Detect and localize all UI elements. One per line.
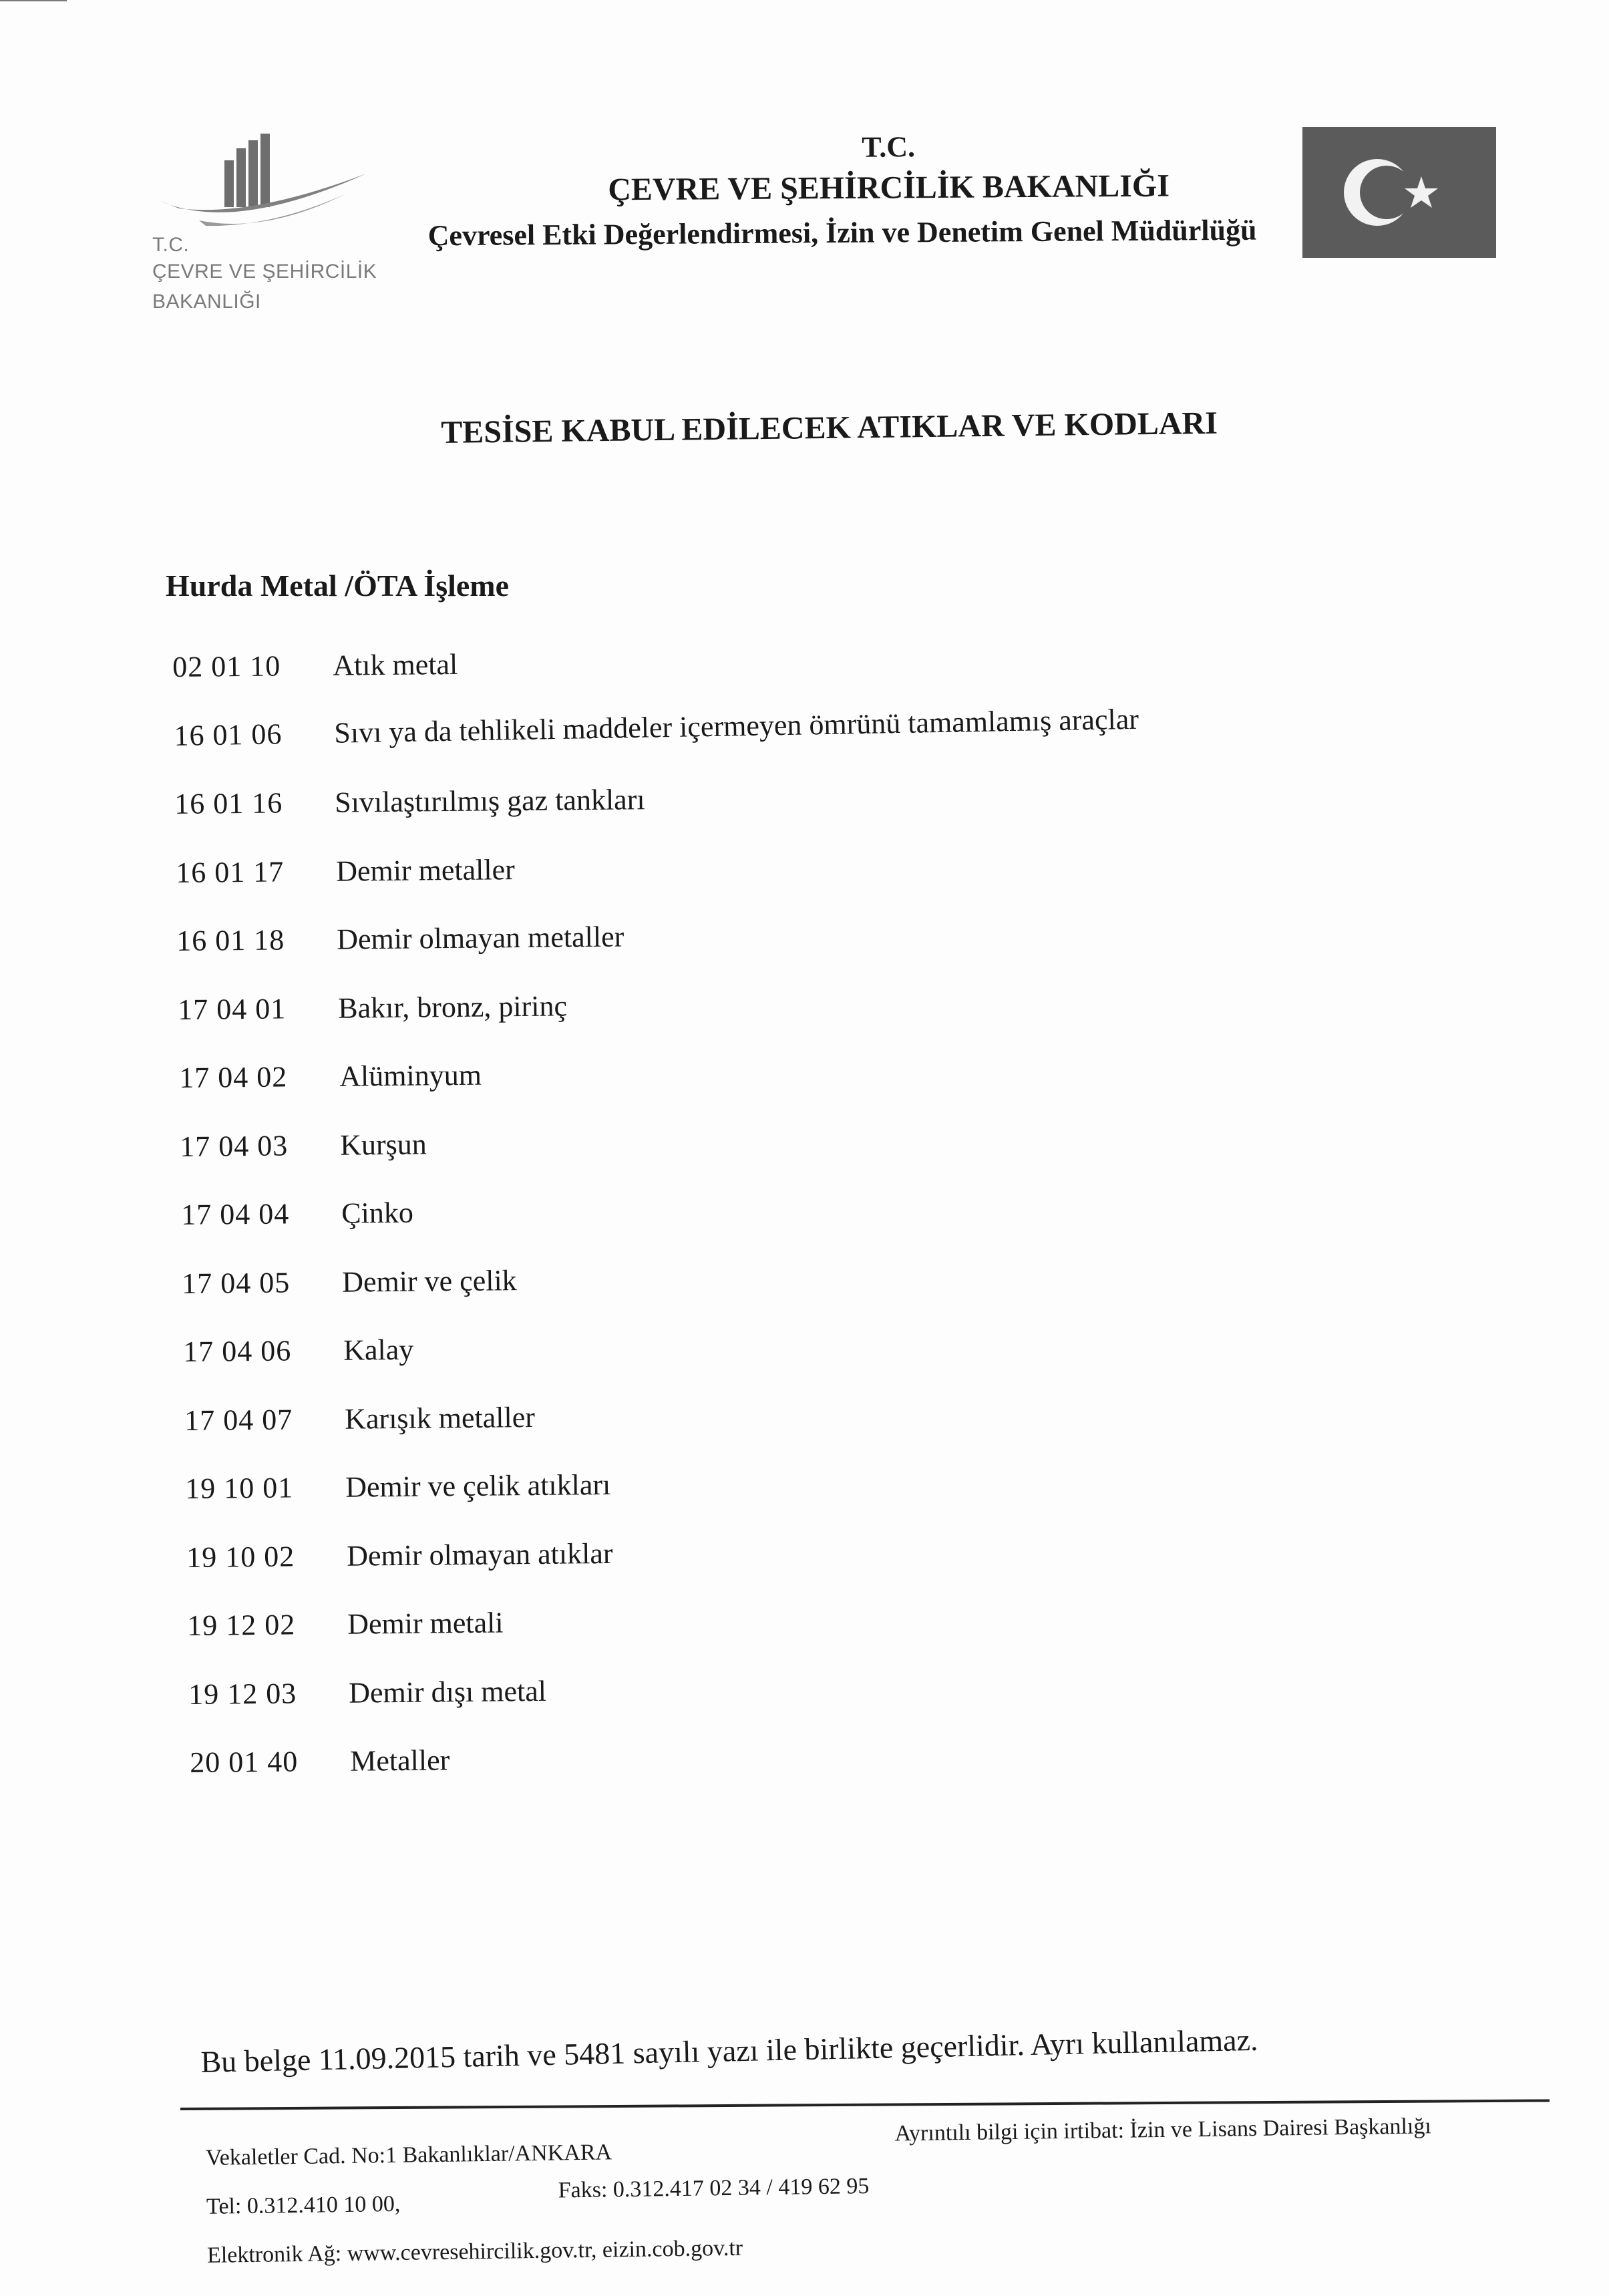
logo-ministry-line-2: BAKANLIĞI xyxy=(152,291,261,313)
waste-name: Demir ve çelik xyxy=(342,1263,518,1299)
waste-name: Demir dışı metal xyxy=(348,1674,547,1709)
waste-code: 17 04 02 xyxy=(178,1060,288,1094)
waste-code: 17 04 06 xyxy=(183,1334,292,1368)
waste-name: Bakır, bronz, pirinç xyxy=(337,989,568,1025)
scan-edge-line xyxy=(0,0,67,1)
validity-note: Bu belge 11.09.2015 tarih ve 5481 sayılı yazı ile birlikte geçerlidir. Ayrı kullanılamaz. xyxy=(200,2022,1258,2079)
section-title: Hurda Metal /ÖTA İşleme xyxy=(166,568,510,603)
waste-name: Sıvılaştırılmış gaz tankları xyxy=(335,783,646,819)
logo-tc: T.C. xyxy=(152,234,190,256)
header-department: Çevresel Etki Değerlendirmesi, İzin ve Denetim Genel Müdürlüğü xyxy=(427,213,1257,253)
waste-code: 17 04 07 xyxy=(184,1402,293,1437)
waste-name: Demir metali xyxy=(347,1606,504,1641)
waste-name: Atık metal xyxy=(332,647,458,682)
waste-code: 19 10 01 xyxy=(185,1471,294,1505)
waste-name: Demir olmayan atıklar xyxy=(346,1536,613,1573)
footer-website: Elektronik Ağ: www.cevresehircilik.gov.tr, eizin.cob.gov.tr xyxy=(206,2235,743,2268)
footer-contact: Ayrıntılı bilgi için irtibat: İzin ve Lisans Dairesi Başkanlığı xyxy=(894,2114,1432,2146)
waste-code: 19 10 02 xyxy=(186,1539,295,1574)
waste-code: 17 04 03 xyxy=(180,1128,289,1163)
waste-name: Demir ve çelik atıkları xyxy=(345,1468,611,1504)
letterhead xyxy=(361,127,1323,253)
footer-fax: Faks: 0.312.417 02 34 / 419 62 95 xyxy=(558,2174,870,2203)
document-title: TESİSE KABUL EDİLECEK ATIKLAR VE KODLARI xyxy=(441,405,1218,450)
turkish-flag xyxy=(1302,127,1496,258)
header-tc: T.C. xyxy=(862,130,916,164)
ministry-logo-icon xyxy=(152,134,379,247)
waste-code: 16 01 18 xyxy=(176,923,285,957)
footer-divider xyxy=(180,2099,1550,2110)
waste-code: 17 04 01 xyxy=(178,991,287,1026)
waste-name: Alüminyum xyxy=(339,1058,482,1093)
waste-code: 16 01 17 xyxy=(175,854,285,889)
waste-code: 17 04 04 xyxy=(180,1197,290,1231)
waste-name: Metaller xyxy=(349,1744,450,1778)
waste-name: Sıvı ya da tehlikeli maddeler içermeyen ömrünü tamamlamış araçlar xyxy=(333,702,1139,750)
footer-phone: Tel: 0.312.410 10 00, xyxy=(206,2191,401,2219)
waste-code: 19 12 02 xyxy=(187,1608,296,1642)
waste-code: 19 12 03 xyxy=(188,1676,297,1711)
waste-name: Çinko xyxy=(341,1196,413,1230)
waste-code: 20 01 40 xyxy=(189,1745,299,1779)
header-ministry: ÇEVRE VE ŞEHİRCİLİK BAKANLIĞI xyxy=(608,168,1170,208)
waste-code: 16 01 06 xyxy=(173,717,283,752)
logo-ministry-line-1: ÇEVRE VE ŞEHİRCİLİK xyxy=(152,261,377,283)
waste-name: Demir olmayan metaller xyxy=(337,920,624,956)
waste-code: 16 01 16 xyxy=(174,786,283,820)
waste-code: 17 04 05 xyxy=(182,1265,291,1300)
footer-address: Vekaletler Cad. No:1 Bakanlıklar/ANKARA xyxy=(205,2140,612,2170)
waste-code: 02 01 10 xyxy=(172,649,281,683)
waste-name: Kurşun xyxy=(340,1127,427,1162)
crescent-star-icon xyxy=(1302,127,1496,258)
ministry-logo xyxy=(152,134,379,334)
waste-name: Kalay xyxy=(343,1333,414,1367)
waste-name: Demir metaller xyxy=(335,852,515,888)
waste-name: Karışık metaller xyxy=(344,1400,535,1436)
